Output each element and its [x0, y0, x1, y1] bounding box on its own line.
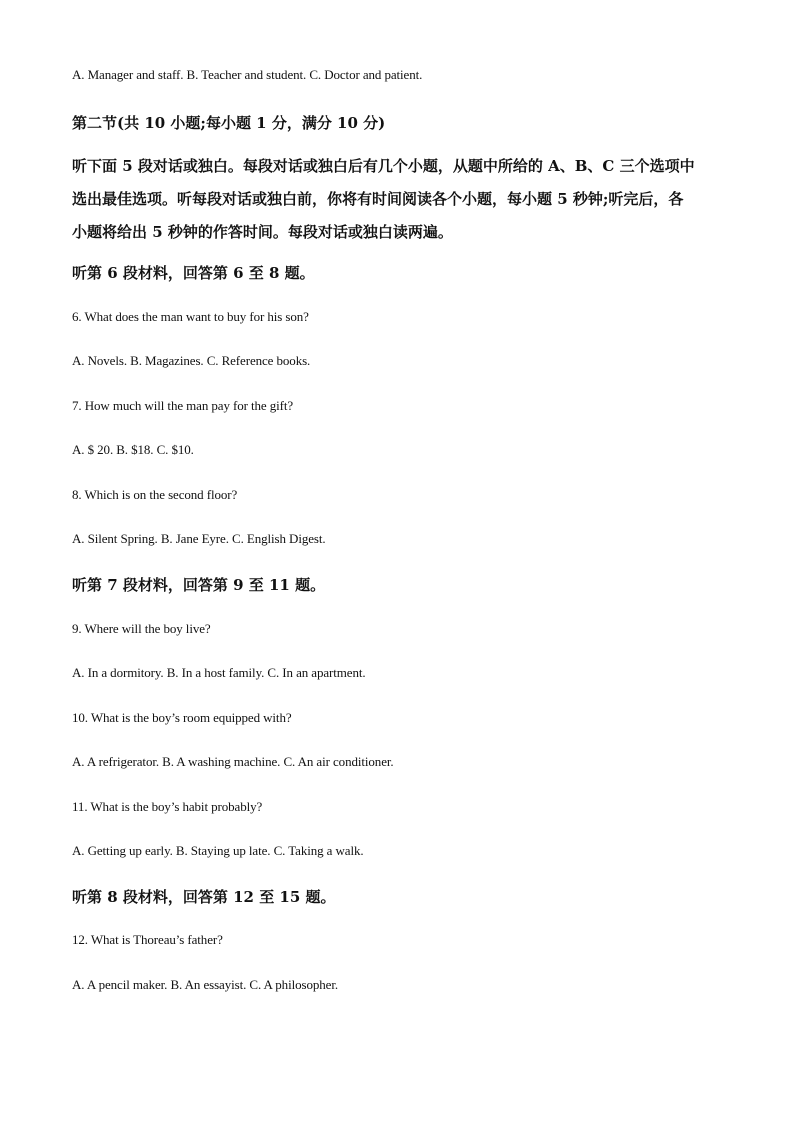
- question-8-options: A. Silent Spring. B. Jane Eyre. C. English Digest.: [72, 531, 326, 546]
- question-6-options: A. Novels. B. Magazines. C. Reference books.: [72, 353, 311, 368]
- question-11: 11. What is the boy’s habit probably?: [72, 799, 263, 814]
- instructions-line-1: 听下面 5 段对话或独白。每段对话或独白后有几个小题，从题中所给的 A、B、C 三个选项中: [72, 157, 695, 175]
- passage-6-heading: 听第 6 段材料，回答第 6 至 8 题。: [72, 264, 315, 282]
- question-9-options: A. In a dormitory. B. In a host family. C. In an apartment.: [72, 665, 366, 680]
- section-2-title: 第二节(共 10 小题;每小题 1 分，满分 10 分): [72, 114, 386, 132]
- passage-8-heading: 听第 8 段材料，回答第 12 至 15 题。: [72, 888, 336, 906]
- question-6: 6. What does the man want to buy for his son?: [72, 309, 309, 324]
- question-5-options: A. Manager and staff. B. Teacher and student. C. Doctor and patient.: [72, 67, 423, 82]
- question-8: 8. Which is on the second floor?: [72, 487, 238, 502]
- question-12-options: A. A pencil maker. B. An essayist. C. A philosopher.: [72, 977, 338, 992]
- instructions-line-2: 选出最佳选项。听每段对话或独白前，你将有时间阅读各个小题，每小题 5 秒钟;听完后，各: [72, 190, 684, 208]
- question-7-options: A. $ 20. B. $18. C. $10.: [72, 442, 194, 457]
- question-9: 9. Where will the boy live?: [72, 621, 211, 636]
- question-10-options: A. A refrigerator. B. A washing machine. C. An air conditioner.: [72, 754, 394, 769]
- question-11-options: A. Getting up early. B. Staying up late. C. Taking a walk.: [72, 843, 364, 858]
- passage-7-heading: 听第 7 段材料，回答第 9 至 11 题。: [72, 576, 326, 594]
- question-7: 7. How much will the man pay for the gift?: [72, 398, 294, 413]
- question-10: 10. What is the boy’s room equipped with?: [72, 710, 292, 725]
- question-12: 12. What is Thoreau’s father?: [72, 932, 223, 947]
- instructions-line-3: 小题将给出 5 秒钟的作答时间。每段对话或独白读两遍。: [72, 223, 453, 241]
- section-2-instructions: [72, 150, 724, 249]
